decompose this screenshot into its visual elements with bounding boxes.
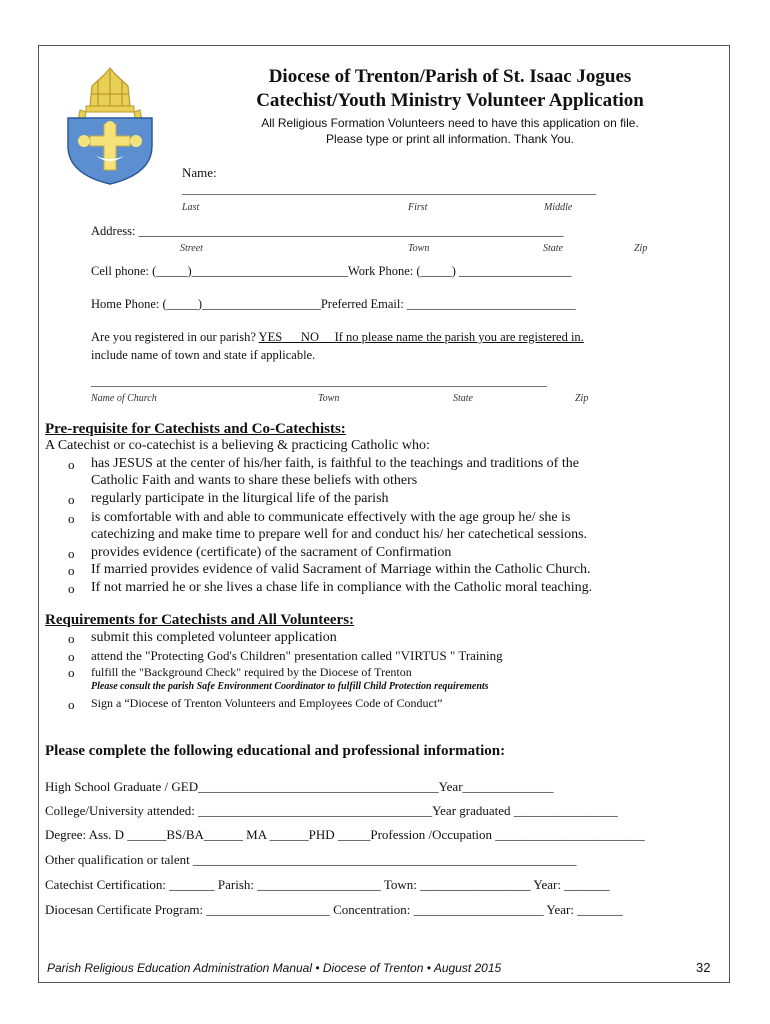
education-field[interactable]: Degree: Ass. D ______BS/BA______ MA ______PHD _____Profession /Occupation _______________________ [45, 827, 645, 842]
prereq-item: has JESUS at the center of his/her faith, is faithful to the teachings and traditions of the [91, 456, 579, 471]
education-field[interactable]: High School Graduate / GED_____________________________________Year______________ [45, 779, 554, 794]
prereq-item: regularly participate in the liturgical life of the parish [91, 491, 389, 506]
prereq-intro: A Catechist or co-catechist is a believing & practicing Catholic who: [45, 438, 430, 453]
page-subtitle: Catechist/Youth Ministry Volunteer Application [256, 90, 644, 111]
caption-state: State [453, 393, 473, 404]
church-field[interactable]: ____________________________________________________________________________ [91, 374, 547, 388]
bullet-marker: o [68, 581, 75, 596]
bullet-marker: o [68, 649, 75, 664]
name-field[interactable]: _____________________________________________________________________ [182, 182, 596, 196]
page-number: 32 [696, 960, 711, 975]
phone-fields[interactable]: Cell phone: (_____)_________________________Work Phone: (_____) __________________ [91, 264, 572, 278]
requirement-item: submit this completed volunteer application [91, 630, 337, 645]
requirement-item: fulfill the "Background Check" required by the Diocese of Trenton [91, 665, 412, 679]
name-label: Name: [182, 165, 217, 180]
registered-question [91, 330, 584, 345]
caption-name-of-church: Name of Church [91, 393, 157, 404]
instruction-line: All Religious Formation Volunteers need to have this application on file. [261, 116, 639, 130]
registered-question-label: Are you registered in our parish? [91, 330, 256, 344]
caption-zip: Zip [575, 393, 589, 404]
caption-zip: Zip [634, 243, 648, 254]
diocese-crest-logo [60, 66, 160, 186]
caption-street: Street [180, 243, 203, 254]
education-heading: Please complete the following educational and professional information: [45, 743, 506, 759]
requirement-note: Please consult the parish Safe Environment Coordinator to fulfill Child Protection requirements [91, 681, 489, 692]
caption-state: State [543, 243, 563, 254]
prereq-item: If married provides evidence of valid Sacrament of Marriage within the Catholic Church. [91, 562, 591, 577]
footer-text: Parish Religious Education Administration Manual • Diocese of Trenton • August 2015 [47, 961, 502, 975]
education-field[interactable]: Other qualification or talent ___________________________________________________________ [45, 852, 577, 867]
bullet-marker: o [68, 697, 75, 712]
bullet-marker: o [68, 546, 75, 561]
prereq-item-cont: catechizing and make time to prepare well for and conduct his/ her catechetical sessions. [91, 527, 588, 542]
prereq-item: If not married he or she lives a chase life in compliance with the Catholic moral teaching. [91, 580, 593, 595]
requirement-item: Sign a “Diocese of Trenton Volunteers and Employees Code of Conduct” [91, 696, 443, 710]
address-field[interactable]: Address: ____________________________________________________________________ [91, 224, 564, 238]
education-field[interactable]: College/University attended: ____________________________________Year graduated ________________ [45, 803, 618, 818]
requirement-item: attend the "Protecting God's Children" presentation called "VIRTUS " Training [91, 648, 503, 663]
bullet-marker: o [68, 511, 75, 526]
instruction-line: Please type or print all information. Thank You. [326, 132, 574, 146]
caption-town: Town [408, 243, 430, 254]
bullet-marker: o [68, 563, 75, 578]
registered-options[interactable]: YES___NO__ If no please name the parish you are registered in. [258, 330, 584, 344]
page-title: Diocese of Trenton/Parish of St. Isaac Jogues [268, 66, 632, 87]
prereq-heading: Pre-requisite for Catechists and Co-Catechists: [45, 421, 346, 437]
caption-town: Town [318, 393, 340, 404]
caption-middle: Middle [544, 202, 573, 213]
education-field[interactable]: Diocesan Certificate Program: ___________________ Concentration: ____________________ Year: _______ [45, 902, 623, 917]
bullet-marker: o [68, 457, 75, 472]
caption-first: First [408, 202, 428, 213]
prereq-item: provides evidence (certificate) of the sacrament of Confirmation [91, 545, 452, 560]
bullet-marker: o [68, 492, 75, 507]
caption-last: Last [182, 202, 200, 213]
education-field[interactable]: Catechist Certification: _______ Parish: ___________________ Town: _________________ Year: _______ [45, 877, 610, 892]
bullet-marker: o [68, 631, 75, 646]
registered-instruction: include name of town and state if applicable. [91, 348, 316, 362]
bullet-marker: o [68, 665, 75, 680]
prereq-item: is comfortable with and able to communicate effectively with the age group he/ she is [91, 510, 571, 525]
home-phone-email-fields[interactable]: Home Phone: (_____)___________________Preferred Email: ___________________________ [91, 297, 576, 311]
prereq-item-cont: Catholic Faith and wants to share these beliefs with others [91, 473, 418, 488]
requirements-heading: Requirements for Catechists and All Volunteers: [45, 612, 355, 628]
